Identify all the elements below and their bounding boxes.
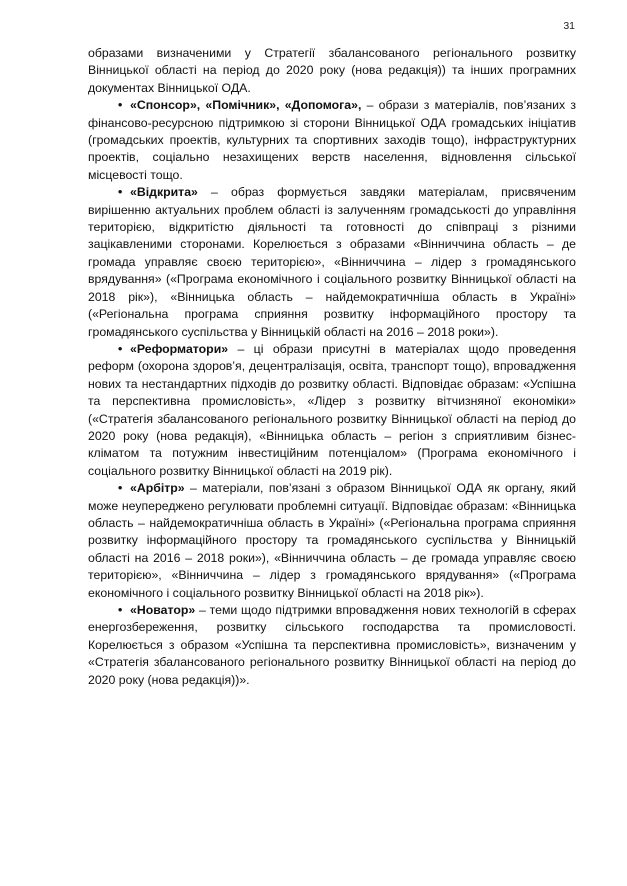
bullet-text: – ці образи присутні в матеріалах щодо проведення реформ (охорона здоров’я, децентралізація, освіта, транспорт тощо), впровадження нових та нестандартних підходів до розвитку області. Відповідає образам: «Успішна та перспективна промисловість», «Лідер з розвитку вітчизняної економіки» («Стратегія збалансованого регіонального розвитку Вінницької області на період до 2020 року (нова редакція), «Вінницька область – регіон з сприятливим бізнес-кліматом та потужним інвестиційним потенціалом» (Програма економічного і соціального розвитку Вінницької області на 2019 рік). <box>88 341 576 478</box>
bullet-text: – образи з матеріалів, пов’язаних з фінансово-ресурсною підтримкою зі сторони Вінницької ОДА громадських ініціатив (громадських проектів, культурних та спортивних заходів тощо), інфраструктурних проектів, соціально незахищених верств населення, відновлення сільської місцевості тощо. <box>88 98 576 182</box>
bullet-keyword: «Новатор» <box>130 603 196 617</box>
bullet-keyword: «Відкрита» <box>130 185 198 200</box>
bullet-text: – образ формується завдяки матеріалам, присвяченим вирішенню актуальних проблем області із залученням громадськості до управління територією, відкритістю діяльності та готовності до співпраці з різними зацікавленими сторонами. Корелюється з образами «Вінниччина область – де громада управляє своєю територією», «Вінниччина – лідер з громадянського врядування» («Програма економічного і соціального розвитку Вінницької області на 2018 рік»), «Вінницька область – найдемократичніша область в Україні» («Регіональна програма сприяння розвитку інформаційного простору та громадянського суспільства у Вінницькій області на 2016 – 2018 роки»). <box>88 185 576 339</box>
bullet-item-reformers <box>88 341 576 480</box>
bullet-item-innovator <box>88 602 576 689</box>
bullet-keyword: «Реформатори» <box>130 341 229 356</box>
bullet-icon: • <box>118 603 123 617</box>
bullet-item-sponsor <box>88 97 576 184</box>
bullet-keyword: «Арбітр» <box>130 481 185 496</box>
bullet-icon: • <box>118 185 123 200</box>
bullet-text: – теми щодо підтримки впровадження нових технологій в сферах енергозбереження, розвитку сільського господарства та промисловості. Корелюється з образом «Успішна та перспективна промисловість», визначеним у «Стратегія збалансованого регіонального розвитку Вінницької області на період до 2020 року (нова редакція))». <box>88 603 576 687</box>
bullet-icon: • <box>118 481 123 496</box>
bullet-text: – матеріали, пов’язані з образом Вінницької ОДА як органу, який може неупереджено регулювати проблемні ситуації. Відповідає образам: «Вінницька область – найдемократичніша область в Україні» («Регіональна програма сприяння розвитку інформаційного простору та громадянського суспільства у Вінницькій області на 2016 – 2018 роки»), «Вінниччина область – де громада управляє своєю територією», «Вінниччина – лідер з громадянського врядування» («Програма економічного і соціального розвитку Вінницької області на 2018 рік»). <box>88 481 576 600</box>
intro-paragraph: образами визначеними у Стратегії збалансованого регіонального розвитку Вінницької області на період до 2020 року (нова редакція)) та інших програмних документах Вінницької ОДА. <box>88 46 576 95</box>
page-number: 31 <box>563 20 575 32</box>
page-content <box>88 45 576 689</box>
bullet-item-open <box>88 184 576 341</box>
bullet-icon: • <box>118 341 123 356</box>
bullet-keyword: «Спонсор», «Помічник», «Допомога», <box>130 98 362 113</box>
bullet-item-arbiter <box>88 480 576 602</box>
bullet-icon: • <box>118 98 123 113</box>
